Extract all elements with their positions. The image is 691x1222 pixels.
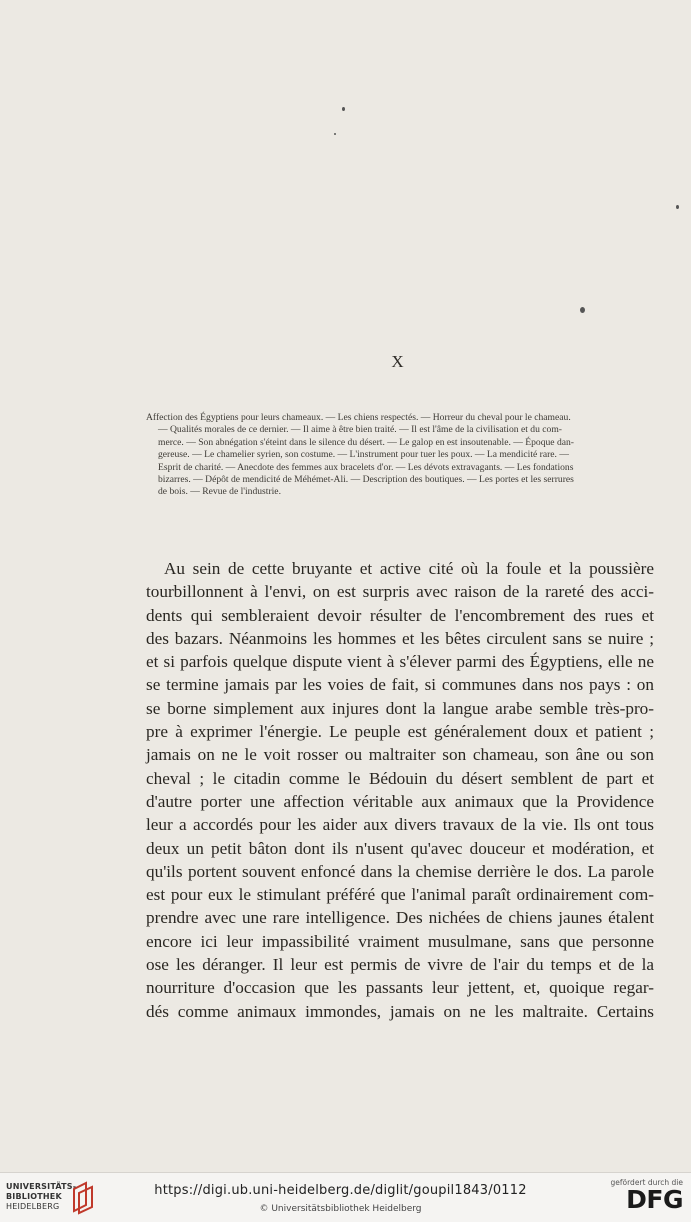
dfg-caption: gefördert durch die — [610, 1178, 683, 1187]
body-line: et si parfois quelque dispute vient à s'élever parmi des Égyptiens, elle ne — [146, 652, 654, 672]
body-line: qu'ils portent souvent enfoncé dans la chemise derrière le dos. La parole — [146, 861, 654, 881]
chapter-summary — [146, 412, 653, 499]
dfg-logo-text: DFG — [626, 1185, 683, 1214]
body-line: prendre avec une rare intelligence. Des nichées de chiens jaunes étalent — [146, 908, 654, 928]
scan-speck — [342, 107, 345, 111]
scan-speck — [676, 205, 679, 209]
summary-line: Esprit de charité. — Anecdote des femmes aux bracelets d'or. — Les dévots extravagants. — Les fondations — [158, 461, 574, 473]
body-line: se termine jamais par les voies de fait, si communes dans nos pays : on — [146, 675, 654, 695]
library-name-line: UNIVERSITÄTS- — [6, 1182, 77, 1191]
summary-line: — Qualités morales de ce dernier. — Il aime à être bien traité. — Il est l'âme de la civilisation et du com- — [158, 424, 562, 436]
library-name-line: HEIDELBERG — [6, 1202, 60, 1211]
footer-bar — [0, 1172, 691, 1222]
summary-line: de bois. — Revue de l'industrie. — [158, 486, 281, 498]
body-line: des bazars. Néanmoins les hommes et les bêtes circulent sans se nuire ; — [146, 628, 654, 648]
scan-speck — [334, 133, 336, 135]
body-line: dés comme animaux immondes, jamais on ne les maltraite. Certains — [146, 1001, 654, 1021]
dfg-funding-logo[interactable] — [605, 1178, 683, 1213]
summary-line: Affection des Égyptiens pour leurs chameaux. — Les chiens respectés. — Horreur du cheval pour le chameau. — [146, 412, 571, 423]
body-line: nourriture d'occasion que les passants leur jettent, et, quoique regar- — [146, 978, 654, 998]
body-line: encore ici leur impassibilité vraiment musulmane, sans que personne — [146, 931, 654, 951]
body-line: deux un petit bâton dont ils n'usent qu'avec douceur et modération, et — [146, 838, 654, 858]
copyright-notice: © Universitätsbibliothek Heidelberg — [259, 1204, 422, 1214]
body-line: est pour eux le stimulant préféré que l'animal paraît ordinairement com- — [146, 885, 654, 905]
body-line: ose les déranger. Il leur est permis de vivre de l'air du temps et de la — [146, 955, 654, 975]
body-line: d'autre porter une affection véritable aux animaux que la Providence — [146, 791, 654, 811]
scan-speck — [580, 307, 585, 313]
chapter-numeral: X — [391, 352, 405, 371]
body-line: se borne simplement aux injures dont la langue arabe semble très-pro- — [146, 698, 654, 718]
body-line: tourbillonnent à l'envi, on est surpris avec raison de la rareté des acci- — [146, 582, 654, 602]
summary-line: bizarres. — Dépôt de mendicité de Méhémet-Ali. — Description des boutiques. — Les portes et les serrures — [158, 474, 574, 486]
body-line: cheval ; le citadin comme le Bédouin du désert semblent de part et — [146, 768, 654, 788]
summary-line: gereuse. — Le chamelier syrien, son costume. — L'instrument pour tuer les poux. — La mendicité rare. — — [158, 449, 569, 461]
page-url-link[interactable]: https://digi.ub.uni-heidelberg.de/diglit/goupil1843/0112 — [154, 1183, 527, 1198]
body-line: Au sein de cette bruyante et active cité où la foule et la poussière — [164, 559, 654, 578]
body-line: dents qui sembleraient devoir résulter de l'encombrement des rues et — [146, 605, 654, 625]
body-line: pre à exprimer l'énergie. Le peuple est généralement doux et patient ; — [146, 722, 654, 742]
library-name-line: BIBLIOTHEK — [6, 1192, 62, 1201]
body-line: jamais on ne le voit rosser ou maltraiter son chameau, son âne ou son — [146, 745, 654, 765]
body-text — [146, 557, 654, 1023]
body-line: leur a accordés pour les aider aux divers travaux de la vie. Ils ont tous — [146, 815, 654, 835]
summary-line: merce. — Son abnégation s'éteint dans le silence du désert. — Le galop en est insoutenable. — Époque dan- — [158, 436, 575, 448]
